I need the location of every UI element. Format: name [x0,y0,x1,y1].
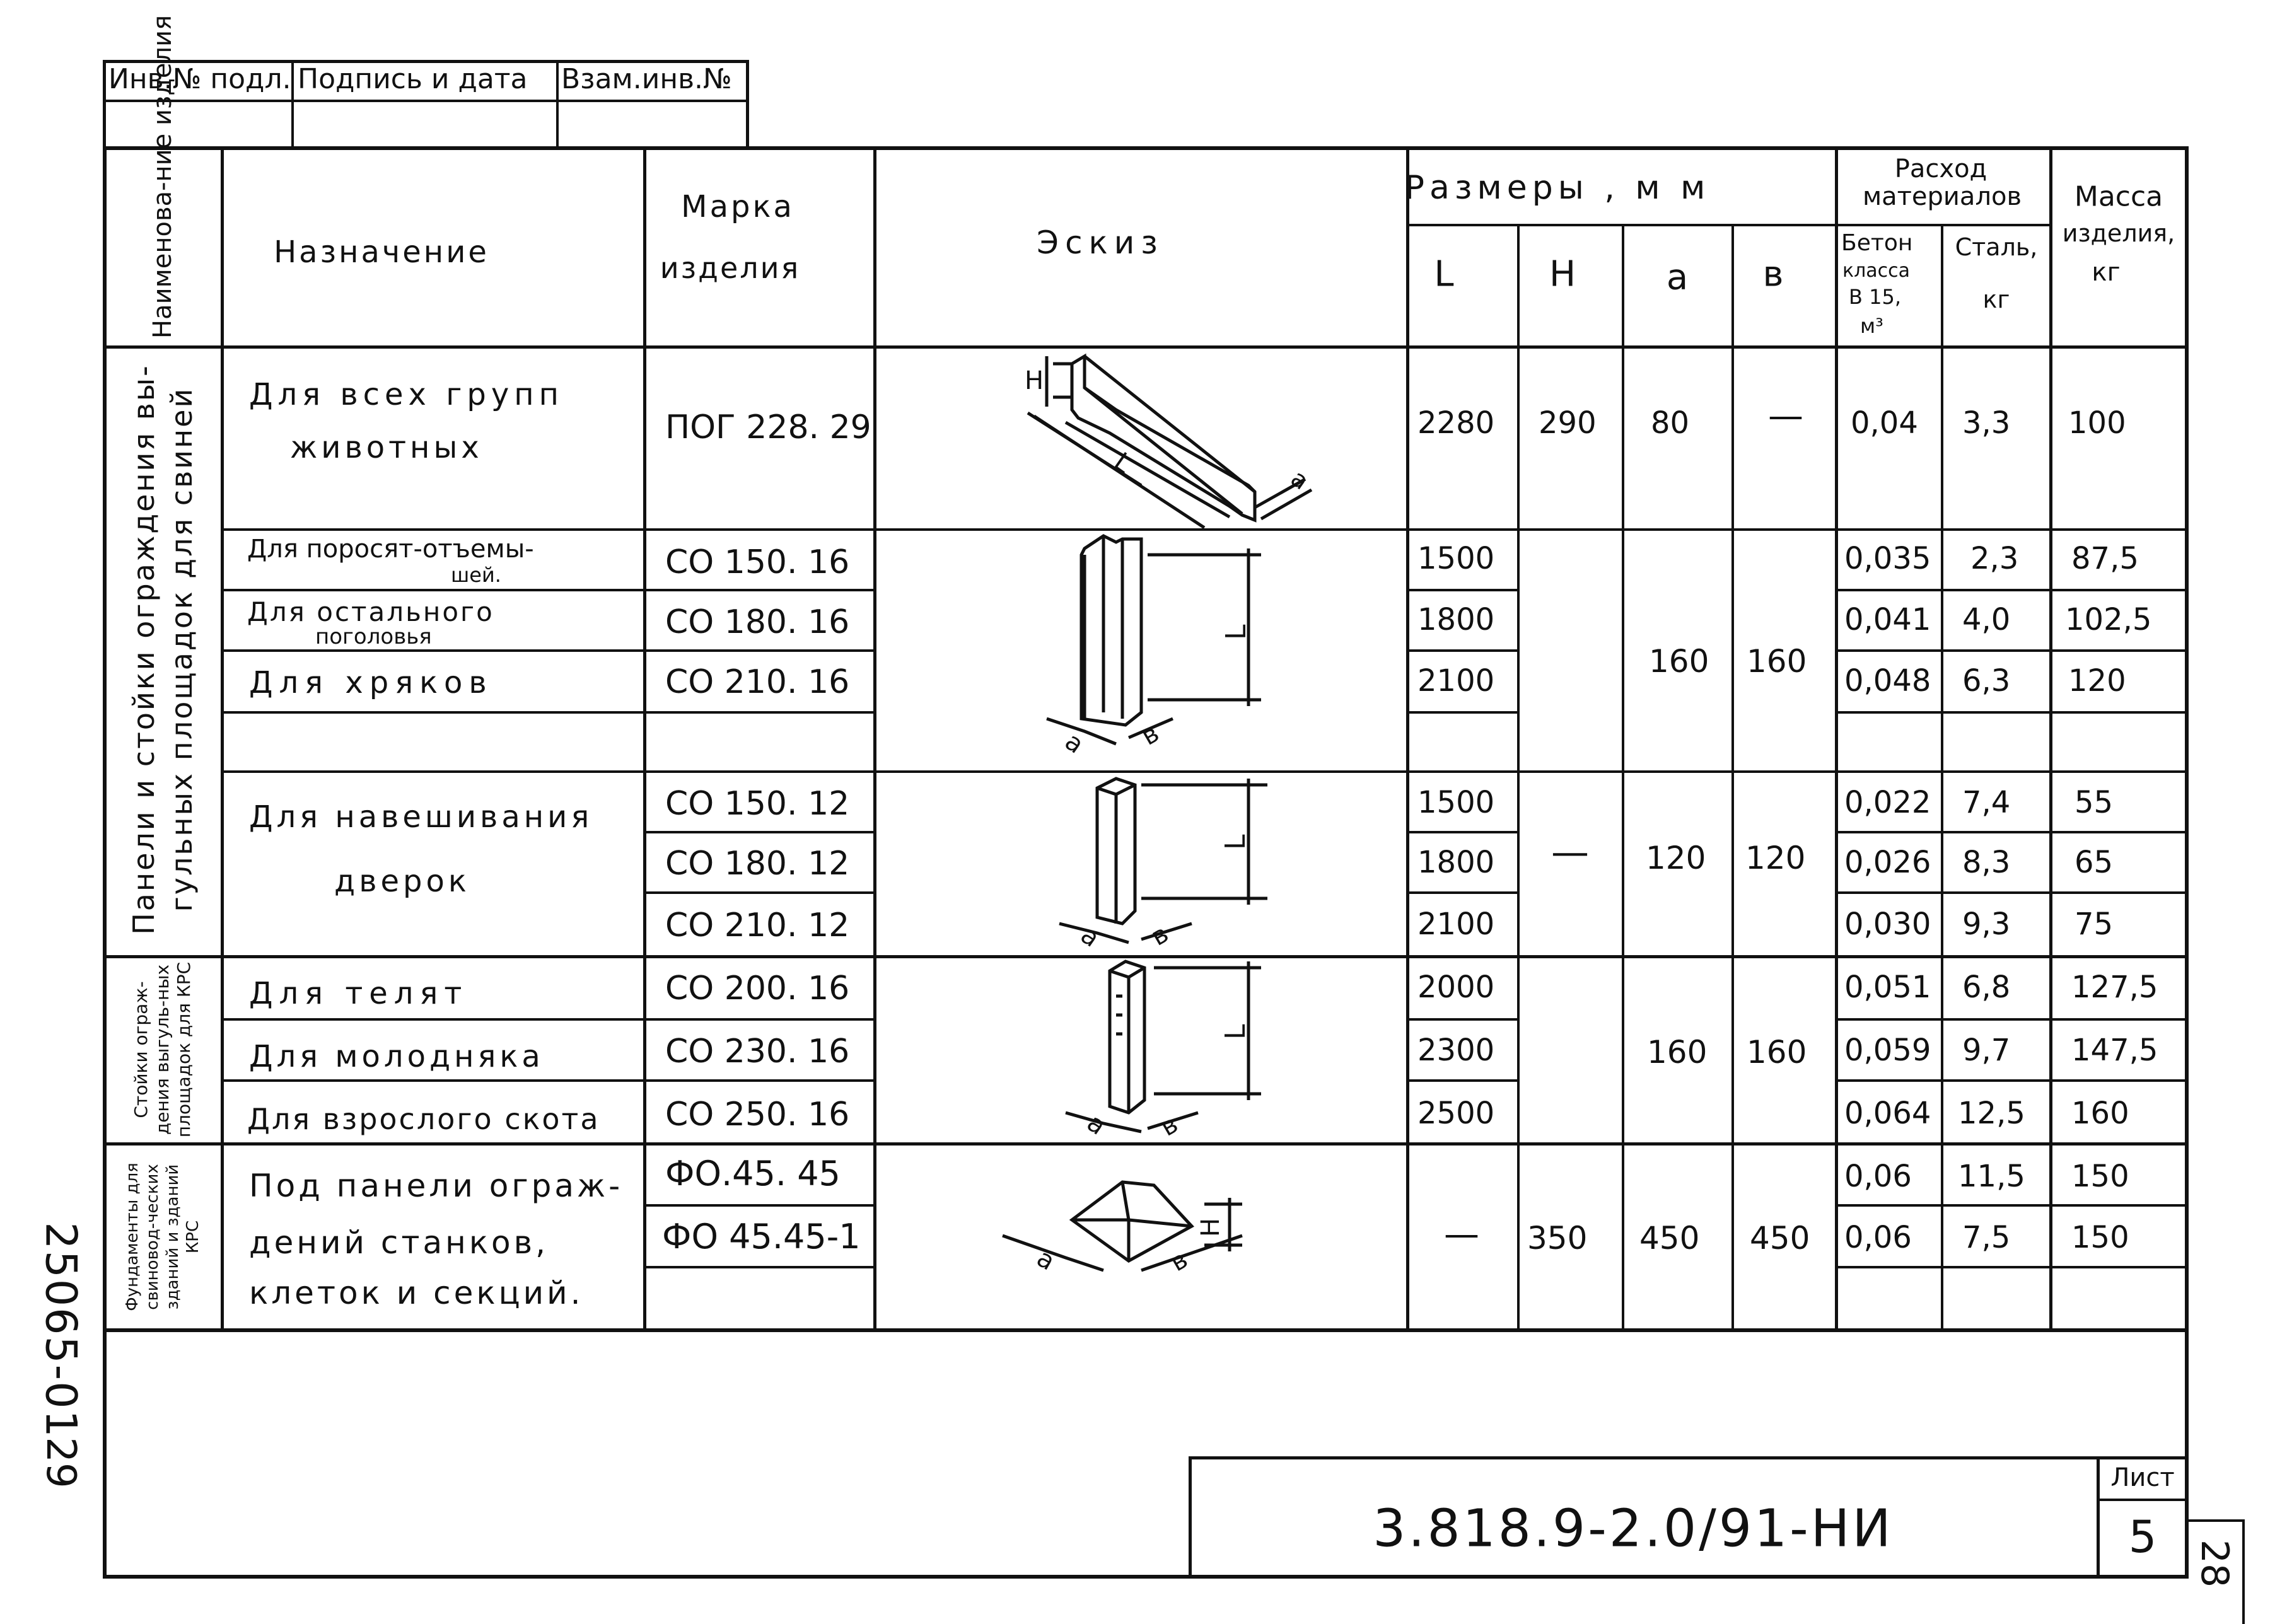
mass-r8: 127,5 [2071,970,2158,1005]
purpose-r11-line2: дений станков, [249,1224,549,1261]
mass-r3: 102,5 [2065,602,2152,637]
steel-r1: 3,3 [1962,405,2011,441]
header-name: Наименова-ние изделия [148,14,177,339]
concrete-r2: 0,035 [1844,541,1931,576]
dim-b-160-1: 160 [1747,643,1807,680]
svg-text:в: в [1136,719,1165,751]
dim-L-r11: — [1444,1214,1479,1255]
concrete-r12: 0,06 [1844,1220,1912,1255]
concrete-r10: 0,064 [1844,1096,1931,1131]
header-consumption-2: материалов [1862,182,2022,211]
dim-L-r1: 2280 [1417,405,1495,441]
mark-r2: СО 150. 16 [665,543,850,581]
mark-r12: ФО 45.45-1 [662,1217,861,1256]
header-concrete-1: Бетон [1841,230,1913,256]
dim-L-r10: 2500 [1417,1096,1495,1131]
svg-text:a: a [1081,1108,1111,1141]
dim-b-r11: 450 [1750,1220,1810,1256]
document-code: 3.818.9-2.0/91-НИ [1373,1499,1894,1559]
dim-H-r11: 350 [1527,1220,1588,1256]
dim-L-r5: 1500 [1417,785,1495,820]
purpose-r4: Для хряков [249,665,493,700]
header-concrete-4: м³ [1860,314,1883,338]
group-label-foundations: Фундаменты для свиновод-ческих зданий и зданий КРС [123,1163,202,1311]
sketch-post-12 [876,772,1406,955]
stamp-inv-podl: Инв.№ подл. [108,63,291,95]
header-mark-line2: изделия [660,251,801,285]
purpose-r8: Для телят [249,976,468,1011]
stamp-podpis: Подпись и дата [298,63,528,95]
mark-r11: ФО.45. 45 [665,1154,841,1193]
header-consumption-1: Расход [1894,154,1987,183]
mark-r7: СО 210. 12 [665,907,850,944]
concrete-r1: 0,04 [1851,405,1918,441]
archive-number: 25065-01 [35,1222,86,1439]
header-dim-b: в [1762,253,1784,295]
sheet-number: 5 [2128,1511,2157,1563]
header-dim-L: L [1434,253,1454,295]
header-mass-2: изделия, [2062,219,2175,247]
svg-text:L: L [1109,447,1138,479]
svg-text:в: в [1165,1244,1193,1278]
mass-r7: 75 [2075,907,2114,942]
mark-r1: ПОГ 228. 29 [665,409,871,446]
svg-text:в: в [1146,919,1174,952]
purpose-r2-line2: шей. [451,563,501,587]
mark-r4: СО 210. 16 [665,663,850,701]
dim-a-r11: 450 [1639,1220,1700,1256]
sketch-panel [876,350,1406,530]
steel-r6: 8,3 [1962,845,2011,880]
dim-L-r4: 2100 [1417,663,1495,699]
mass-r5: 55 [2075,785,2114,820]
dim-L-r7: 2100 [1417,907,1495,942]
sheet-label: Лист [2110,1463,2175,1492]
sketch-post-16 [876,530,1406,769]
header-steel-1: Сталь, [1955,233,2038,261]
group-label-krs-posts: Стойки ограж-дения выгуль-ных площадок для КРС [131,961,194,1138]
svg-text:a: a [1032,1243,1060,1277]
header-purpose: Назначение [274,235,489,270]
mark-r3: СО 180. 16 [665,603,850,641]
svg-text:a: a [1075,920,1105,953]
sketch-foundation [876,1144,1406,1330]
mass-r4: 120 [2068,663,2126,699]
page-number: 28 [2192,1539,2237,1588]
steel-r7: 9,3 [1962,907,2011,942]
steel-r9: 9,7 [1962,1033,2011,1068]
purpose-r5-line2: дверок [334,864,470,899]
svg-text:H: H [1025,366,1044,395]
steel-r8: 6,8 [1962,970,2011,1005]
mass-r11: 150 [2071,1159,2129,1194]
svg-text:L: L [1220,624,1252,640]
dim-a-r1: 80 [1651,405,1690,441]
steel-r4: 6,3 [1962,663,2011,699]
concrete-r11: 0,06 [1844,1159,1912,1194]
header-dim-H: H [1549,253,1576,295]
purpose-r9: Для молодняка [249,1039,544,1074]
purpose-r3-line2: поголовья [315,624,432,649]
header-dims: Размеры , м м [1404,169,1711,207]
mass-r6: 65 [2075,845,2114,880]
purpose-r1-line1: Для всех групп [249,377,564,412]
purpose-r11-line1: Под панели ограж- [249,1168,624,1204]
mark-r9: СО 230. 16 [665,1033,850,1070]
header-sketch: Эскиз [1037,224,1164,261]
dim-a-160-2: 160 [1647,1034,1708,1070]
mass-r10: 160 [2071,1096,2129,1131]
concrete-r7: 0,030 [1844,907,1931,942]
mass-r12: 150 [2071,1220,2129,1255]
concrete-r8: 0,051 [1844,970,1931,1005]
dim-L-r9: 2300 [1417,1033,1495,1068]
header-mark-line1: Марка [681,189,794,224]
steel-r5: 7,4 [1962,785,2011,820]
mass-r9: 147,5 [2071,1033,2158,1068]
dim-L-r8: 2000 [1417,970,1495,1005]
svg-text:в: в [1155,1110,1184,1142]
concrete-r6: 0,026 [1844,845,1931,880]
stamp-vzam: Взам.инв.№ [561,63,732,95]
steel-r3: 4,0 [1962,602,2011,637]
purpose-r2-line1: Для поросят-отъемы- [247,535,534,564]
svg-text:L: L [1219,1024,1252,1040]
dim-H-merged: — [1551,830,1589,874]
concrete-r5: 0,022 [1844,785,1931,820]
steel-r10: 12,5 [1958,1096,2025,1131]
header-steel-2: кг [1982,286,2010,313]
steel-r11: 11,5 [1958,1159,2025,1194]
dim-H-r1: 290 [1539,405,1597,441]
dim-L-r2: 1500 [1417,541,1495,576]
dim-a-160-1: 160 [1649,643,1709,680]
svg-text:a: a [1059,726,1089,760]
header-dim-a: a [1666,257,1689,298]
steel-r12: 7,5 [1962,1220,2011,1255]
archive-page: 29 [37,1437,84,1488]
header-mass-1: Масса [2074,180,2163,213]
svg-text:a: a [1286,464,1314,496]
dim-L-r6: 1800 [1417,845,1495,880]
group-label-pigs: Панели и стойки ограждения вы-гульных площадок для свиней [127,364,199,935]
concrete-r9: 0,059 [1844,1033,1931,1068]
header-concrete-2: класса [1842,260,1911,282]
mark-r6: СО 180. 12 [665,845,850,883]
mass-r1: 100 [2068,405,2126,441]
svg-text:H: H [1196,1217,1225,1237]
purpose-r1-line2: животных [290,430,483,465]
purpose-r10: Для взрослого скота [247,1102,600,1136]
mass-r2: 87,5 [2071,541,2139,576]
concrete-r4: 0,048 [1844,663,1931,699]
steel-r2: 2,3 [1970,541,2019,576]
purpose-r5-line1: Для навешивания [249,799,593,835]
purpose-r3-line1: Для остального [247,596,494,627]
dim-b-120: 120 [1745,840,1806,876]
mark-r5: СО 150. 12 [665,785,850,823]
mark-r10: СО 250. 16 [665,1096,850,1134]
mark-r8: СО 200. 16 [665,970,850,1007]
dim-L-r3: 1800 [1417,602,1495,637]
purpose-r11-line3: клеток и секций. [249,1275,584,1311]
svg-text:L: L [1219,834,1252,850]
dim-b-r1: — [1768,395,1803,437]
concrete-r3: 0,041 [1844,602,1931,637]
header-concrete-3: В 15, [1849,285,1902,309]
dim-b-160-2: 160 [1747,1034,1807,1070]
header-mass-3: кг [2092,258,2121,287]
dim-a-120: 120 [1646,840,1706,876]
sketch-post-krs [876,958,1406,1141]
